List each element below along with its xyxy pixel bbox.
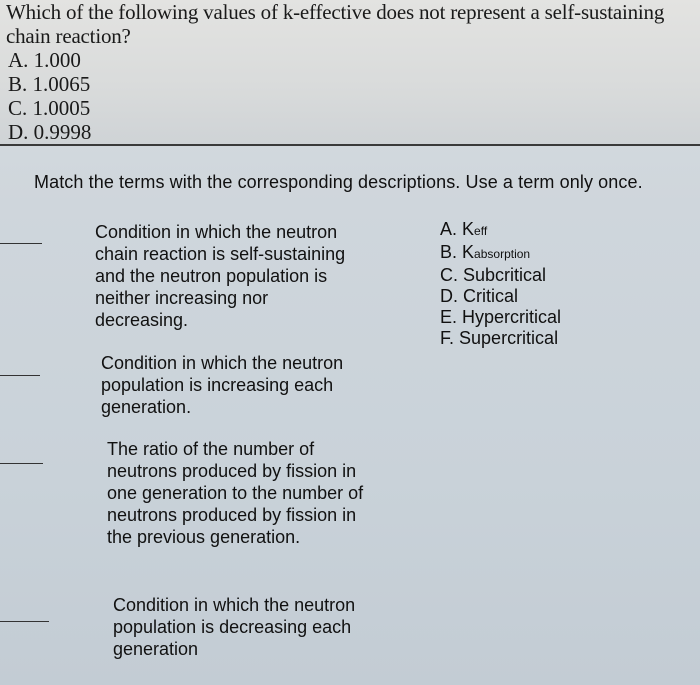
- q1-option-a[interactable]: [8, 48, 81, 72]
- option-value: 1.000: [33, 48, 81, 72]
- option-value: 1.0005: [32, 96, 91, 120]
- term-name: K: [462, 219, 475, 239]
- option-value: 0.9998: [33, 120, 92, 144]
- description-4: Condition in which the neutron population is decreasing each generation: [113, 595, 356, 659]
- term-b: [440, 242, 561, 265]
- term-list: [440, 219, 561, 349]
- option-letter: D.: [8, 120, 29, 144]
- option-value: 1.0065: [32, 72, 91, 96]
- term-name: Supercritical: [459, 328, 559, 348]
- section-divider: [0, 144, 700, 146]
- option-letter: B.: [8, 72, 28, 96]
- description-1: Condition in which the neutron chain reaction is self-sustaining and the neutron population is neither increasing nor decreasing.: [95, 222, 346, 330]
- term-letter: E.: [440, 307, 458, 327]
- term-letter: A.: [440, 219, 458, 239]
- term-d: [440, 286, 561, 307]
- term-e: [440, 307, 561, 328]
- term-name: Hypercritical: [462, 307, 562, 327]
- question-2-instruction: Match the terms with the corresponding descriptions. Use a term only once.: [34, 172, 643, 192]
- option-letter: A.: [8, 48, 29, 72]
- term-letter: F.: [440, 328, 455, 348]
- term-letter: C.: [440, 265, 458, 285]
- term-a: [440, 219, 561, 242]
- answer-blank-3[interactable]: [0, 463, 43, 464]
- term-name: Critical: [463, 286, 519, 306]
- question-1-section: [0, 0, 700, 144]
- answer-blank-4[interactable]: [0, 621, 49, 622]
- term-letter: D.: [440, 286, 458, 306]
- term-name: Subcritical: [463, 265, 547, 285]
- term-subscript: absorption: [474, 247, 531, 261]
- q1-option-c[interactable]: [8, 96, 90, 120]
- term-f: [440, 328, 561, 349]
- term-subscript: eff: [474, 224, 488, 238]
- description-3: The ratio of the number of neutrons produced by fission in one generation to the number of neutrons produced by fission in the previous generation.: [107, 439, 364, 547]
- term-name: K: [462, 242, 475, 262]
- term-letter: B.: [440, 242, 458, 262]
- question-1-text: Which of the following values of k-effective does not represent a self-sustaining chain reaction?: [6, 0, 665, 48]
- term-c: [440, 265, 561, 286]
- description-2: Condition in which the neutron population is increasing each generation.: [101, 353, 344, 417]
- answer-blank-2[interactable]: [0, 375, 40, 376]
- answer-blank-1[interactable]: [0, 243, 42, 244]
- q1-option-b[interactable]: [8, 72, 90, 96]
- option-letter: C.: [8, 96, 28, 120]
- q1-option-d[interactable]: [8, 120, 91, 144]
